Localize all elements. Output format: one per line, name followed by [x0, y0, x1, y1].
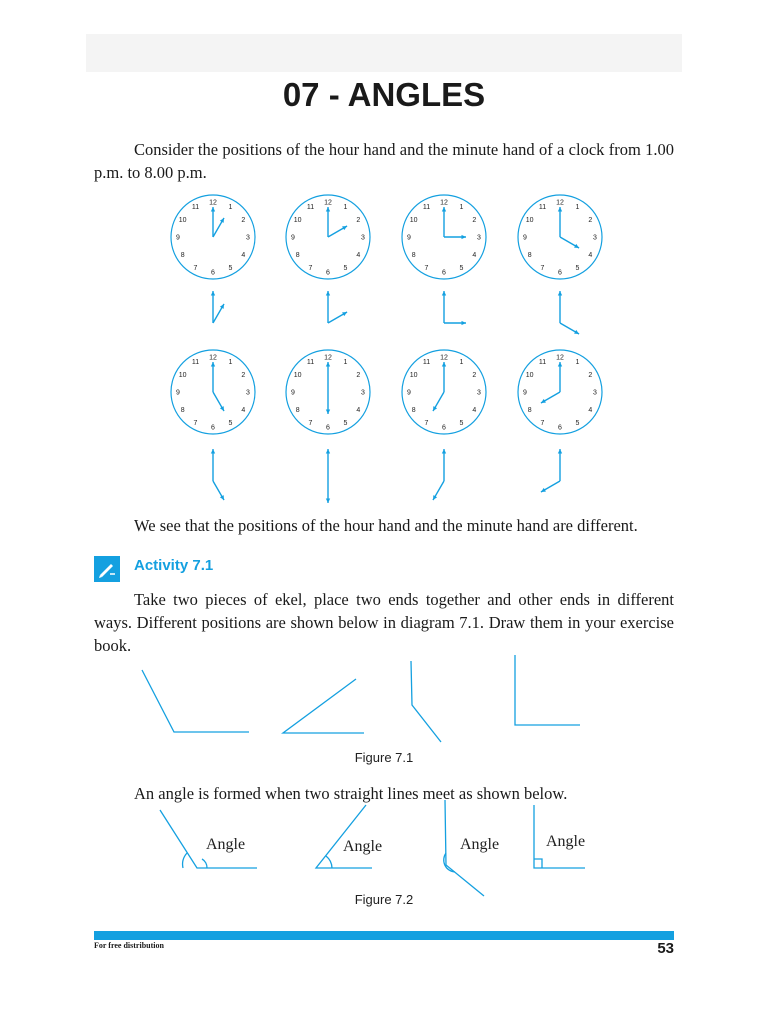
- clock-numeral: 5: [459, 264, 464, 272]
- clock-numeral: 3: [477, 234, 481, 242]
- clock-numeral: 11: [191, 204, 200, 212]
- clock-numeral: 10: [409, 372, 418, 379]
- angle-label-4: Angle: [546, 833, 586, 850]
- clock-numeral: 2: [241, 217, 246, 224]
- clock-numeral: 6: [211, 269, 215, 277]
- clock-numeral: 1: [459, 359, 464, 367]
- clock-numeral: 5: [575, 419, 580, 427]
- clock-numeral: 3: [361, 389, 365, 397]
- clock-numeral: 7: [540, 419, 545, 427]
- clock-numeral: 12: [209, 354, 217, 362]
- page-number: 53: [657, 940, 674, 957]
- clock-numeral: 7: [308, 264, 313, 272]
- clock-numeral: 5: [575, 264, 580, 272]
- clock-numeral: 1: [343, 359, 348, 367]
- clock-numeral: 1: [343, 204, 348, 212]
- clock-numeral: 8: [180, 252, 185, 259]
- fig2-right-mark: [534, 859, 542, 868]
- clock-numeral: 1: [575, 359, 580, 367]
- clock-numeral: 2: [472, 217, 477, 224]
- clock-numeral: 9: [523, 389, 527, 397]
- clock-numeral: 3: [361, 234, 365, 242]
- clock-numeral: 7: [424, 264, 429, 272]
- clock-numeral: 3: [246, 389, 250, 397]
- clock-numeral: 9: [291, 234, 295, 242]
- clock-numeral: 4: [356, 407, 361, 414]
- clock-numeral: 1: [575, 204, 580, 212]
- clock-numeral: 8: [527, 407, 532, 414]
- clock-numeral: 4: [241, 252, 246, 259]
- clock-numeral: 11: [191, 359, 200, 367]
- clock-numeral: 9: [407, 389, 411, 397]
- clock-numeral: 11: [306, 359, 315, 367]
- clock-numeral: 2: [356, 372, 361, 379]
- clock-numeral: 4: [356, 252, 361, 259]
- clock-numeral: 10: [409, 217, 418, 224]
- clock-numeral: 6: [558, 269, 562, 277]
- clock-numeral: 10: [525, 217, 534, 224]
- clock-numeral: 10: [525, 372, 534, 379]
- clock-numeral: 4: [588, 252, 593, 259]
- clock-numeral: 11: [306, 204, 315, 212]
- footer-bar: [94, 931, 674, 940]
- clock-numeral: 3: [246, 234, 250, 242]
- clock-numeral: 12: [556, 354, 564, 362]
- angle-label-2: Angle: [343, 838, 383, 855]
- clock-numeral: 9: [176, 389, 180, 397]
- definition-paragraph: An angle is formed when two straight lines meet as shown below.: [134, 784, 568, 803]
- clock-numeral: 3: [593, 389, 597, 397]
- clock-numeral: 6: [442, 269, 446, 277]
- clock-numeral: 1: [228, 359, 233, 367]
- clock-numeral: 3: [593, 234, 597, 242]
- activity-label: Activity 7.1: [134, 557, 214, 574]
- angle-label-1: Angle: [206, 836, 246, 853]
- clock-numeral: 6: [326, 424, 330, 432]
- figure-7-1-caption: Figure 7.1: [354, 750, 414, 765]
- clock-numeral: 8: [180, 407, 185, 414]
- clock-numeral: 12: [440, 354, 448, 362]
- clock-numeral: 2: [588, 217, 593, 224]
- angle-label-3: Angle: [460, 836, 500, 853]
- clock-numeral: 11: [422, 204, 431, 212]
- clock-numeral: 2: [588, 372, 593, 379]
- clock-numeral: 8: [527, 252, 532, 259]
- clock-numeral: 8: [411, 407, 416, 414]
- clock-numeral: 8: [295, 407, 300, 414]
- clock-numeral: 7: [424, 419, 429, 427]
- clock-numeral: 4: [472, 407, 477, 414]
- clock-numeral: 9: [291, 389, 295, 397]
- clock-numeral: 4: [472, 252, 477, 259]
- clock-numeral: 4: [241, 407, 246, 414]
- clock-numeral: 7: [193, 419, 198, 427]
- clock-numeral: 5: [459, 419, 464, 427]
- clock-numeral: 6: [326, 269, 330, 277]
- clock-numeral: 2: [472, 372, 477, 379]
- clock-numeral: 12: [440, 199, 448, 207]
- clock-numeral: 4: [588, 407, 593, 414]
- clock-numeral: 10: [293, 217, 302, 224]
- clock-numeral: 6: [558, 424, 562, 432]
- clock-numeral: 5: [343, 419, 348, 427]
- clock-numeral: 11: [538, 204, 547, 212]
- figure-7-2-caption: Figure 7.2: [354, 892, 414, 907]
- observation-paragraph: We see that the positions of the hour hand and the minute hand are different.: [134, 516, 638, 535]
- fig2-arc-2: [326, 856, 332, 868]
- activity-paragraph: Take two pieces of ekel, place two ends together and other ends in different ways. Different positions are shown below in diagram 7.1. Draw them in your exercise book.: [94, 590, 674, 655]
- clock-numeral: 6: [211, 424, 215, 432]
- clock-numeral: 10: [178, 372, 187, 379]
- fig2-angle-2: [316, 805, 372, 868]
- clock-numeral: 8: [295, 252, 300, 259]
- clock-numeral: 5: [343, 264, 348, 272]
- clock-numeral: 2: [356, 217, 361, 224]
- clock-numeral: 8: [411, 252, 416, 259]
- clock-numeral: 12: [209, 199, 217, 207]
- clock-numeral: 9: [407, 234, 411, 242]
- footer-text: For free distribution: [94, 941, 164, 950]
- clock-numeral: 9: [176, 234, 180, 242]
- clock-numeral: 9: [523, 234, 527, 242]
- clock-numeral: 3: [477, 389, 481, 397]
- clock-numeral: 5: [228, 264, 233, 272]
- clock-numeral: 6: [442, 424, 446, 432]
- clock-numeral: 1: [228, 204, 233, 212]
- page-title: 07 - ANGLES: [282, 76, 486, 113]
- clock-numeral: 7: [193, 264, 198, 272]
- intro-paragraph: Consider the positions of the hour hand and the minute hand of a clock from 1.00 p.m. to 8.00 p.m.: [94, 140, 674, 182]
- clock-numeral: 10: [293, 372, 302, 379]
- fig2-arc-1b: [202, 859, 207, 868]
- fig2-arc-1: [183, 853, 187, 868]
- clock-numeral: 2: [241, 372, 246, 379]
- clock-numeral: 1: [459, 204, 464, 212]
- clock-numeral: 10: [178, 217, 187, 224]
- clock-numeral: 12: [556, 199, 564, 207]
- clock-numeral: 11: [538, 359, 547, 367]
- clock-numeral: 7: [540, 264, 545, 272]
- clock-numeral: 5: [228, 419, 233, 427]
- clock-numeral: 12: [324, 354, 332, 362]
- clock-numeral: 7: [308, 419, 313, 427]
- clock-numeral: 11: [422, 359, 431, 367]
- clock-numeral: 12: [324, 199, 332, 207]
